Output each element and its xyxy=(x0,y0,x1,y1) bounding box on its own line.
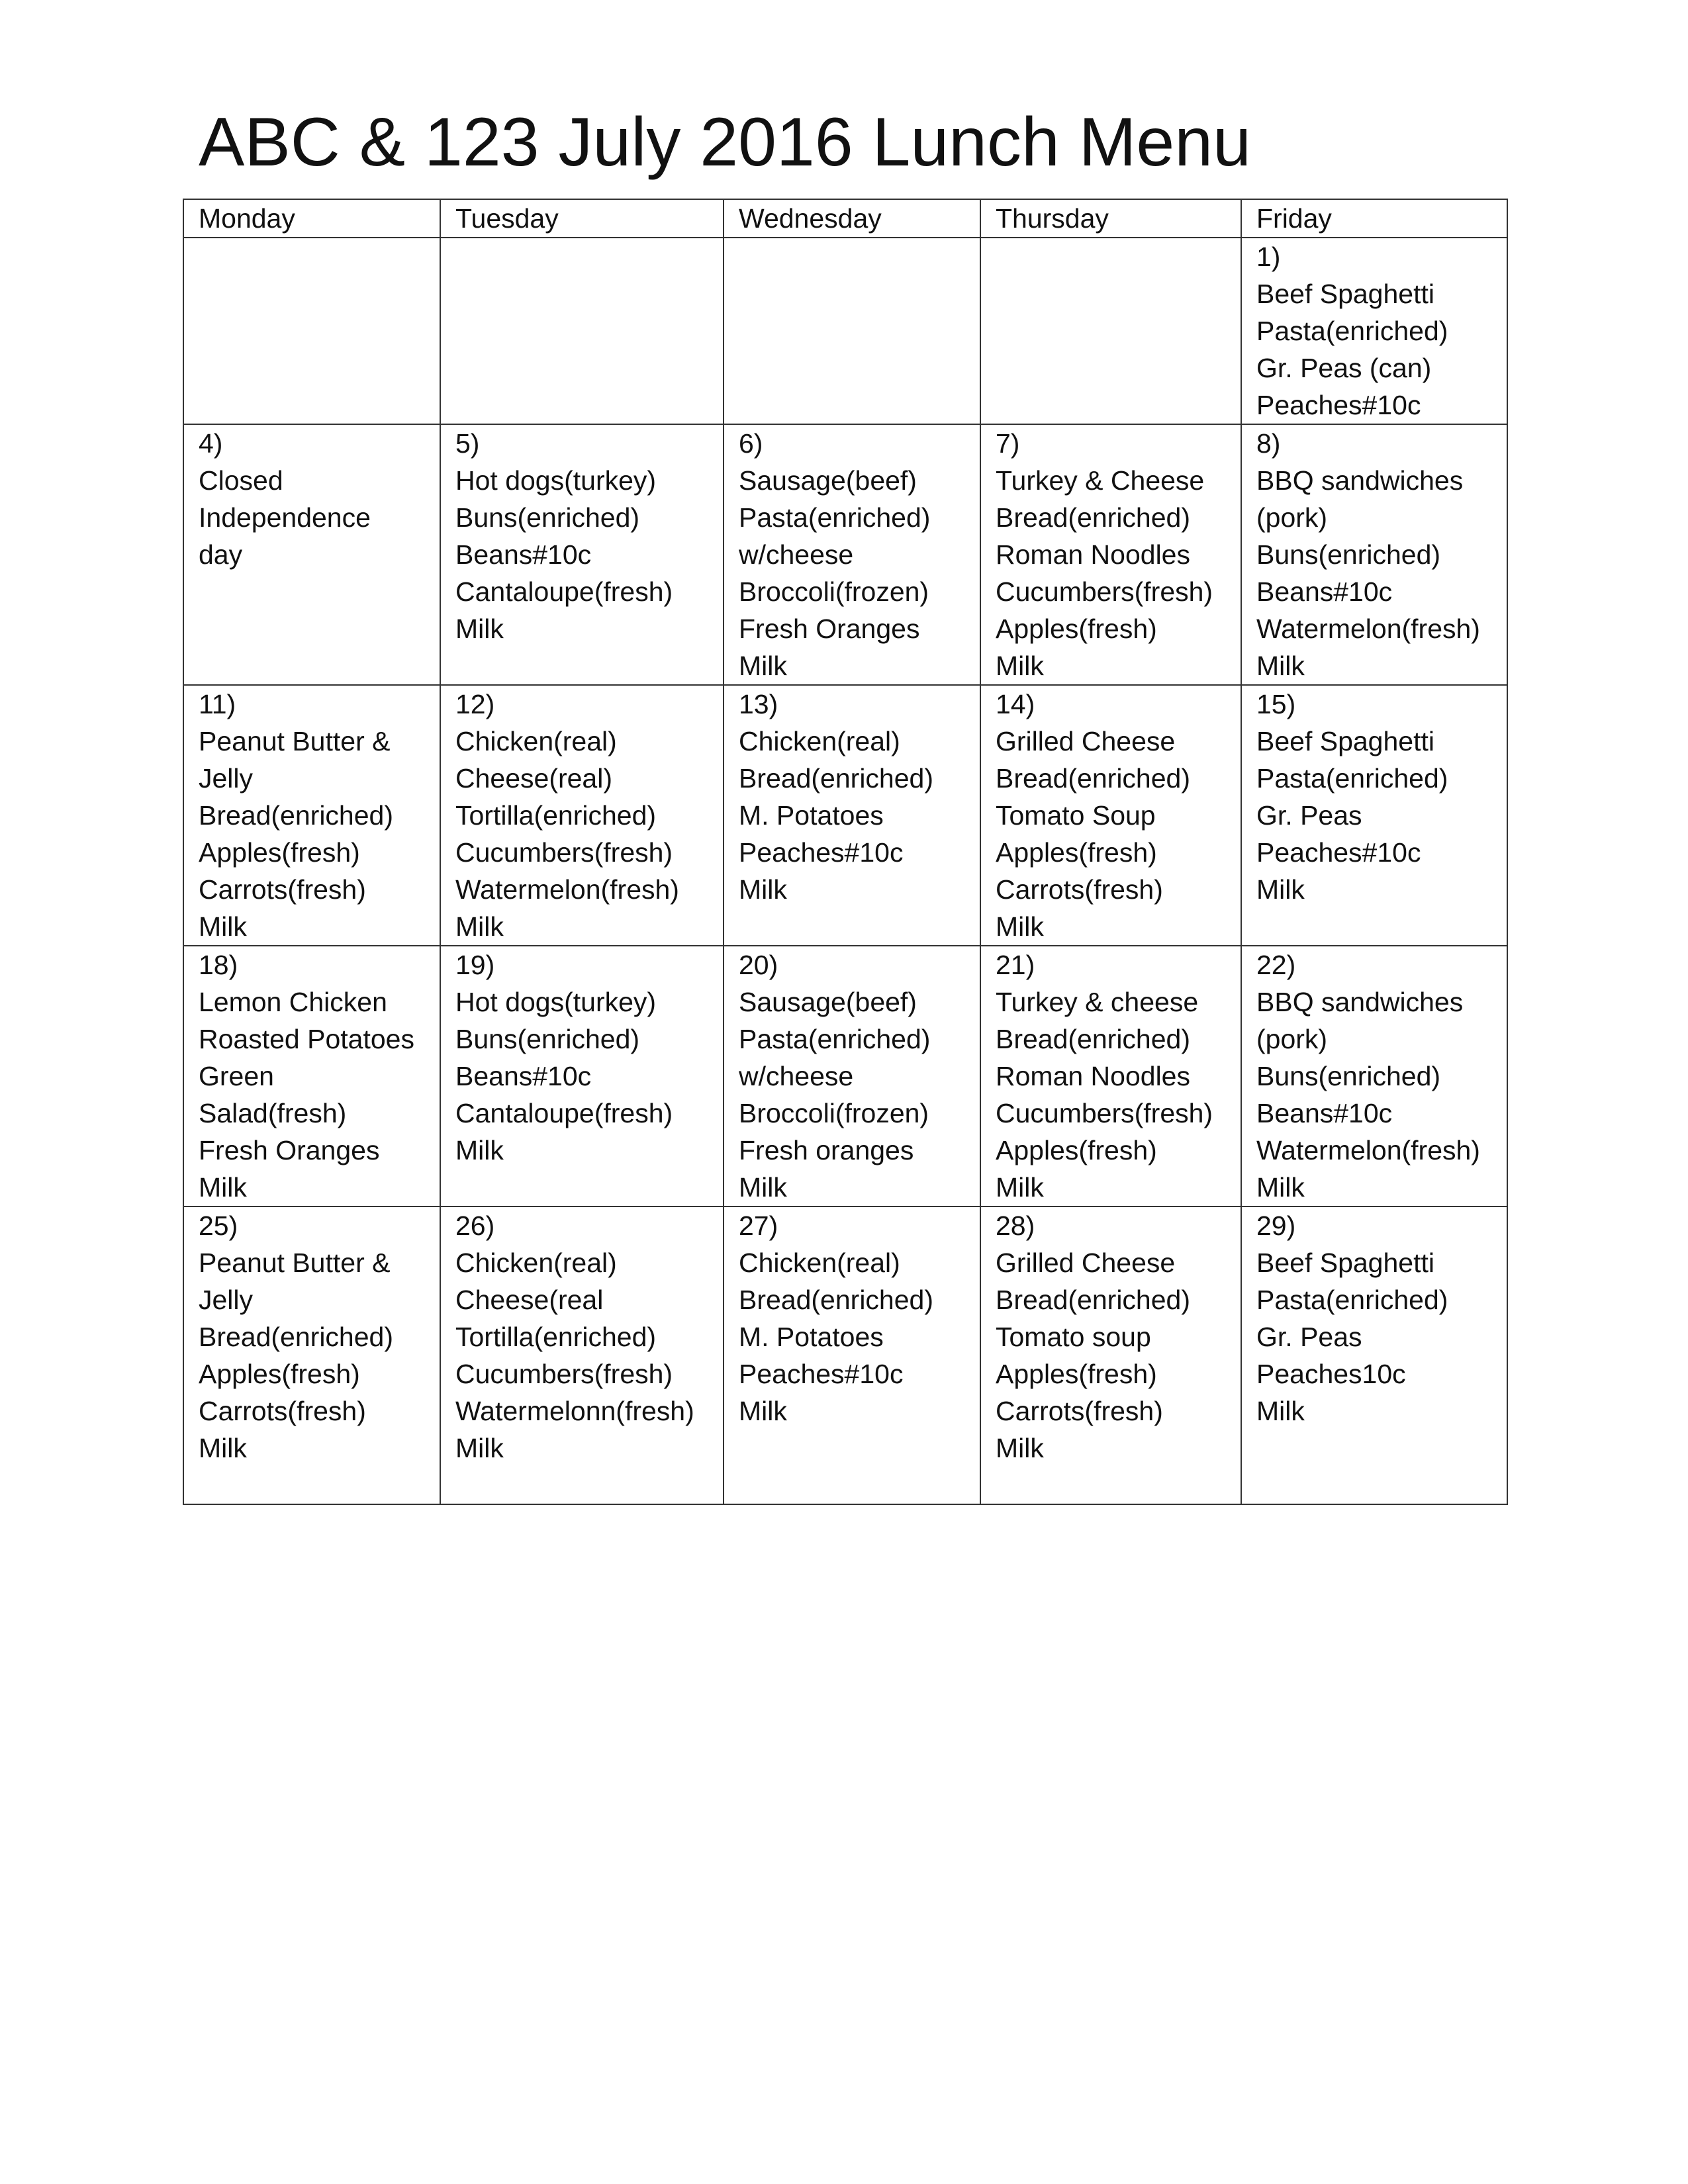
date-number: 25) xyxy=(199,1210,238,1241)
week-row xyxy=(183,946,1507,1206)
day-cell xyxy=(724,424,980,685)
menu-item: Milk xyxy=(199,1172,247,1203)
header-row xyxy=(183,199,1507,238)
date-number: 5) xyxy=(455,428,480,459)
menu-item: Peaches#10c xyxy=(739,1359,904,1389)
menu-item: Peaches10c xyxy=(1256,1359,1406,1389)
menu-item: Bread(enriched) xyxy=(996,763,1190,794)
menu-item: Carrots(fresh) xyxy=(199,874,366,905)
menu-item: Milk xyxy=(1256,1396,1305,1426)
menu-item: Milk xyxy=(1256,1172,1305,1203)
day-header: Wednesday xyxy=(724,199,980,238)
date-number: 13) xyxy=(739,689,778,719)
menu-item: Independence xyxy=(199,502,371,533)
menu-item: Cheese(real xyxy=(455,1285,604,1315)
menu-item: Gr. Peas xyxy=(1256,1322,1362,1352)
menu-item: Carrots(fresh) xyxy=(996,1396,1163,1426)
menu-item: Tortilla(enriched) xyxy=(455,1322,657,1352)
date-number: 21) xyxy=(996,950,1035,980)
menu-item: (pork) xyxy=(1256,1024,1328,1054)
menu-item: BBQ sandwiches xyxy=(1256,465,1464,496)
day-cell xyxy=(1241,238,1507,424)
week-row xyxy=(183,424,1507,685)
menu-item: Jelly xyxy=(199,763,254,794)
menu-item: Watermelon(fresh) xyxy=(1256,614,1480,644)
menu-item: Cantaloupe(fresh) xyxy=(455,576,673,607)
menu-item: Bread(enriched) xyxy=(996,1024,1190,1054)
menu-item: Milk xyxy=(455,1135,504,1165)
menu-item: Peaches#10c xyxy=(739,837,904,868)
menu-item: Closed xyxy=(199,465,283,496)
menu-item: Bread(enriched) xyxy=(996,502,1190,533)
day-cell xyxy=(724,685,980,946)
menu-item: Milk xyxy=(199,1433,247,1463)
day-cell xyxy=(980,685,1241,946)
menu-item: Broccoli(frozen) xyxy=(739,576,929,607)
menu-item: Pasta(enriched) xyxy=(1256,1285,1448,1315)
menu-item: Beans#10c xyxy=(455,1061,592,1091)
menu-item: Pasta(enriched) xyxy=(739,502,931,533)
menu-item: Bread(enriched) xyxy=(739,1285,933,1315)
day-cell xyxy=(980,424,1241,685)
day-cell xyxy=(183,946,440,1206)
day-cell xyxy=(183,685,440,946)
date-number: 11) xyxy=(199,689,236,719)
menu-item: Salad(fresh) xyxy=(199,1098,347,1128)
menu-item: Milk xyxy=(739,874,787,905)
menu-item: Milk xyxy=(739,1172,787,1203)
day-cell xyxy=(440,424,724,685)
menu-item: M. Potatoes xyxy=(739,800,884,831)
day-cell xyxy=(1241,685,1507,946)
menu-item: Fresh oranges xyxy=(739,1135,914,1165)
menu-item: Bread(enriched) xyxy=(199,1322,393,1352)
menu-item: (pork) xyxy=(1256,502,1328,533)
menu-item: Beans#10c xyxy=(455,539,592,570)
day-cell xyxy=(440,1206,724,1504)
menu-item: Gr. Peas (can) xyxy=(1256,353,1432,383)
date-number: 14) xyxy=(996,689,1035,719)
menu-item: Tomato Soup xyxy=(996,800,1156,831)
menu-item: Peanut Butter & xyxy=(199,1248,391,1278)
menu-item: Fresh Oranges xyxy=(739,614,920,644)
menu-item: Milk xyxy=(455,911,504,942)
menu-item: Gr. Peas xyxy=(1256,800,1362,831)
menu-item: Cheese(real) xyxy=(455,763,612,794)
day-cell xyxy=(1241,946,1507,1206)
menu-item: Buns(enriched) xyxy=(1256,539,1441,570)
menu-item: Chicken(real) xyxy=(739,726,900,756)
date-number: 26) xyxy=(455,1210,495,1241)
day-cell xyxy=(183,1206,440,1504)
menu-item: Green xyxy=(199,1061,274,1091)
menu-item: Beans#10c xyxy=(1256,1098,1393,1128)
date-number: 19) xyxy=(455,950,495,980)
menu-item: Lemon Chicken xyxy=(199,987,387,1017)
week-row xyxy=(183,685,1507,946)
day-cell xyxy=(724,1206,980,1504)
menu-item: Apples(fresh) xyxy=(996,614,1157,644)
day-header: Tuesday xyxy=(440,199,724,238)
menu-item: Peaches#10c xyxy=(1256,390,1421,420)
page-title: ABC & 123 July 2016 Lunch Menu xyxy=(199,104,1251,181)
date-number: 22) xyxy=(1256,950,1296,980)
menu-item: w/cheese xyxy=(739,1061,854,1091)
menu-item: Cucumbers(fresh) xyxy=(455,1359,673,1389)
menu-item: Milk xyxy=(996,651,1044,681)
day-cell xyxy=(183,424,440,685)
date-number: 29) xyxy=(1256,1210,1296,1241)
menu-item: Sausage(beef) xyxy=(739,987,917,1017)
menu-item: Apples(fresh) xyxy=(199,1359,360,1389)
menu-item: Milk xyxy=(996,1433,1044,1463)
empty-day-cell xyxy=(980,238,1241,424)
menu-item: Peanut Butter & xyxy=(199,726,391,756)
date-number: 6) xyxy=(739,428,763,459)
day-cell xyxy=(1241,1206,1507,1504)
menu-item: M. Potatoes xyxy=(739,1322,884,1352)
menu-item: Tortilla(enriched) xyxy=(455,800,657,831)
menu-item: w/cheese xyxy=(739,539,854,570)
menu-item: Beans#10c xyxy=(1256,576,1393,607)
day-cell xyxy=(440,946,724,1206)
menu-item: Cucumbers(fresh) xyxy=(996,1098,1213,1128)
menu-item: Bread(enriched) xyxy=(996,1285,1190,1315)
menu-item: Watermelon(fresh) xyxy=(1256,1135,1480,1165)
menu-item: Grilled Cheese xyxy=(996,1248,1176,1278)
day-header: Monday xyxy=(183,199,440,238)
menu-item: Apples(fresh) xyxy=(996,1135,1157,1165)
date-number: 28) xyxy=(996,1210,1035,1241)
menu-item: Milk xyxy=(199,911,247,942)
menu-item: Turkey & cheese xyxy=(996,987,1199,1017)
day-cell xyxy=(724,946,980,1206)
menu-item: Watermelon(fresh) xyxy=(455,874,679,905)
menu-item: Chicken(real) xyxy=(455,726,617,756)
empty-day-cell xyxy=(724,238,980,424)
date-number: 12) xyxy=(455,689,495,719)
menu-item: Milk xyxy=(996,911,1044,942)
day-cell xyxy=(980,946,1241,1206)
day-header: Thursday xyxy=(980,199,1241,238)
lunch-menu-table xyxy=(183,199,1508,1505)
menu-item: Carrots(fresh) xyxy=(199,1396,366,1426)
menu-item: Chicken(real) xyxy=(739,1248,900,1278)
date-number: 20) xyxy=(739,950,778,980)
date-number: 18) xyxy=(199,950,238,980)
menu-item: Pasta(enriched) xyxy=(1256,316,1448,346)
day-header: Friday xyxy=(1241,199,1507,238)
menu-item: Carrots(fresh) xyxy=(996,874,1163,905)
menu-item: Milk xyxy=(1256,651,1305,681)
menu-item: Grilled Cheese xyxy=(996,726,1176,756)
menu-item: Tomato soup xyxy=(996,1322,1151,1352)
menu-item: Beef Spaghetti xyxy=(1256,1248,1434,1278)
menu-item: day xyxy=(199,539,243,570)
menu-item: Milk xyxy=(739,1396,787,1426)
menu-item: Milk xyxy=(1256,874,1305,905)
menu-item: Broccoli(frozen) xyxy=(739,1098,929,1128)
menu-item: Pasta(enriched) xyxy=(739,1024,931,1054)
date-number: 4) xyxy=(199,428,223,459)
date-number: 1) xyxy=(1256,242,1281,272)
menu-item: Milk xyxy=(739,651,787,681)
menu-item: Jelly xyxy=(199,1285,254,1315)
menu-item: Buns(enriched) xyxy=(455,1024,640,1054)
day-cell xyxy=(980,1206,1241,1504)
menu-item: Sausage(beef) xyxy=(739,465,917,496)
menu-item: Cucumbers(fresh) xyxy=(455,837,673,868)
date-number: 8) xyxy=(1256,428,1281,459)
date-number: 7) xyxy=(996,428,1020,459)
menu-item: Hot dogs(turkey) xyxy=(455,987,657,1017)
menu-item: Buns(enriched) xyxy=(455,502,640,533)
menu-item: Peaches#10c xyxy=(1256,837,1421,868)
menu-item: Buns(enriched) xyxy=(1256,1061,1441,1091)
date-number: 15) xyxy=(1256,689,1296,719)
menu-item: Apples(fresh) xyxy=(199,837,360,868)
week-row xyxy=(183,238,1507,424)
menu-item: Beef Spaghetti xyxy=(1256,279,1434,309)
menu-item: Milk xyxy=(455,1433,504,1463)
menu-item: Apples(fresh) xyxy=(996,837,1157,868)
menu-item: Pasta(enriched) xyxy=(1256,763,1448,794)
menu-item: Watermelonn(fresh) xyxy=(455,1396,694,1426)
menu-item: Apples(fresh) xyxy=(996,1359,1157,1389)
menu-item: Milk xyxy=(455,614,504,644)
day-cell xyxy=(1241,424,1507,685)
menu-item: Roman Noodles xyxy=(996,1061,1190,1091)
date-number: 27) xyxy=(739,1210,778,1241)
menu-item: Bread(enriched) xyxy=(199,800,393,831)
menu-item: Cantaloupe(fresh) xyxy=(455,1098,673,1128)
menu-item: Chicken(real) xyxy=(455,1248,617,1278)
week-row xyxy=(183,1206,1507,1504)
menu-item: Turkey & Cheese xyxy=(996,465,1205,496)
menu-item: Hot dogs(turkey) xyxy=(455,465,657,496)
empty-day-cell xyxy=(183,238,440,424)
menu-item: Milk xyxy=(996,1172,1044,1203)
empty-day-cell xyxy=(440,238,724,424)
day-cell xyxy=(440,685,724,946)
menu-item: Bread(enriched) xyxy=(739,763,933,794)
menu-item: Fresh Oranges xyxy=(199,1135,380,1165)
menu-item: Cucumbers(fresh) xyxy=(996,576,1213,607)
menu-item: BBQ sandwiches xyxy=(1256,987,1464,1017)
menu-item: Roasted Potatoes xyxy=(199,1024,414,1054)
menu-item: Roman Noodles xyxy=(996,539,1190,570)
menu-item: Beef Spaghetti xyxy=(1256,726,1434,756)
